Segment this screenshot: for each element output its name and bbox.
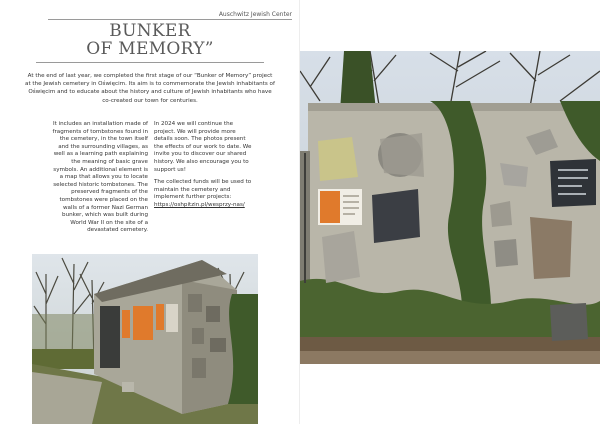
bunker-exterior-photo [32,254,258,424]
column-left-paragraph: It includes an installation made of fragments of tombstones found in the cemetery, in the town itself and the surrounding villages, as well as a learning path explaining the meaning of basic grave symbols. An additional element is a map that allows you to locate selected historic tombstones. The preserved fragments of the tombstones were placed on the walls of a former Nazi German bunker, which was built during World War II on the site of a devastated cemetery. [52,121,148,234]
header-rule [48,19,292,20]
right-page [300,0,600,424]
title-rule [36,62,264,63]
text-column-right [154,121,252,215]
text-column-left [52,121,148,240]
column-right-paragraph-1: In 2024 we will continue the project. We will provide more details soon. The photos present the effects of our work to date. We invite you to discover our shared history. We also encourage you to support us! [154,121,252,173]
title-line-1: BUNKER [109,21,191,41]
page-title [60,22,240,58]
intro-paragraph: At the end of last year, we completed the first stage of our “Bunker of Memory” project at the Jewish cemetery in Oświęcim. Its aim is to commemorate the Jewish inhabitants of Oświęcim and to educate about the history and culture of Jewish inhabitants who have co-created our town for centuries. [25,73,275,104]
column-right-paragraph-2: The collected funds will be used to maintain the cemetery and implement further projects: https://oshpitzin.pl/wesprzy-nas/ [154,179,252,208]
title-line-2: OF MEMORY” [86,39,214,59]
organization-name: Auschwitz Jewish Center [218,11,292,18]
donation-link[interactable]: https://oshpitzin.pl/wesprzy-nas/ [154,201,245,208]
tombstone-wall-photo [300,51,600,364]
